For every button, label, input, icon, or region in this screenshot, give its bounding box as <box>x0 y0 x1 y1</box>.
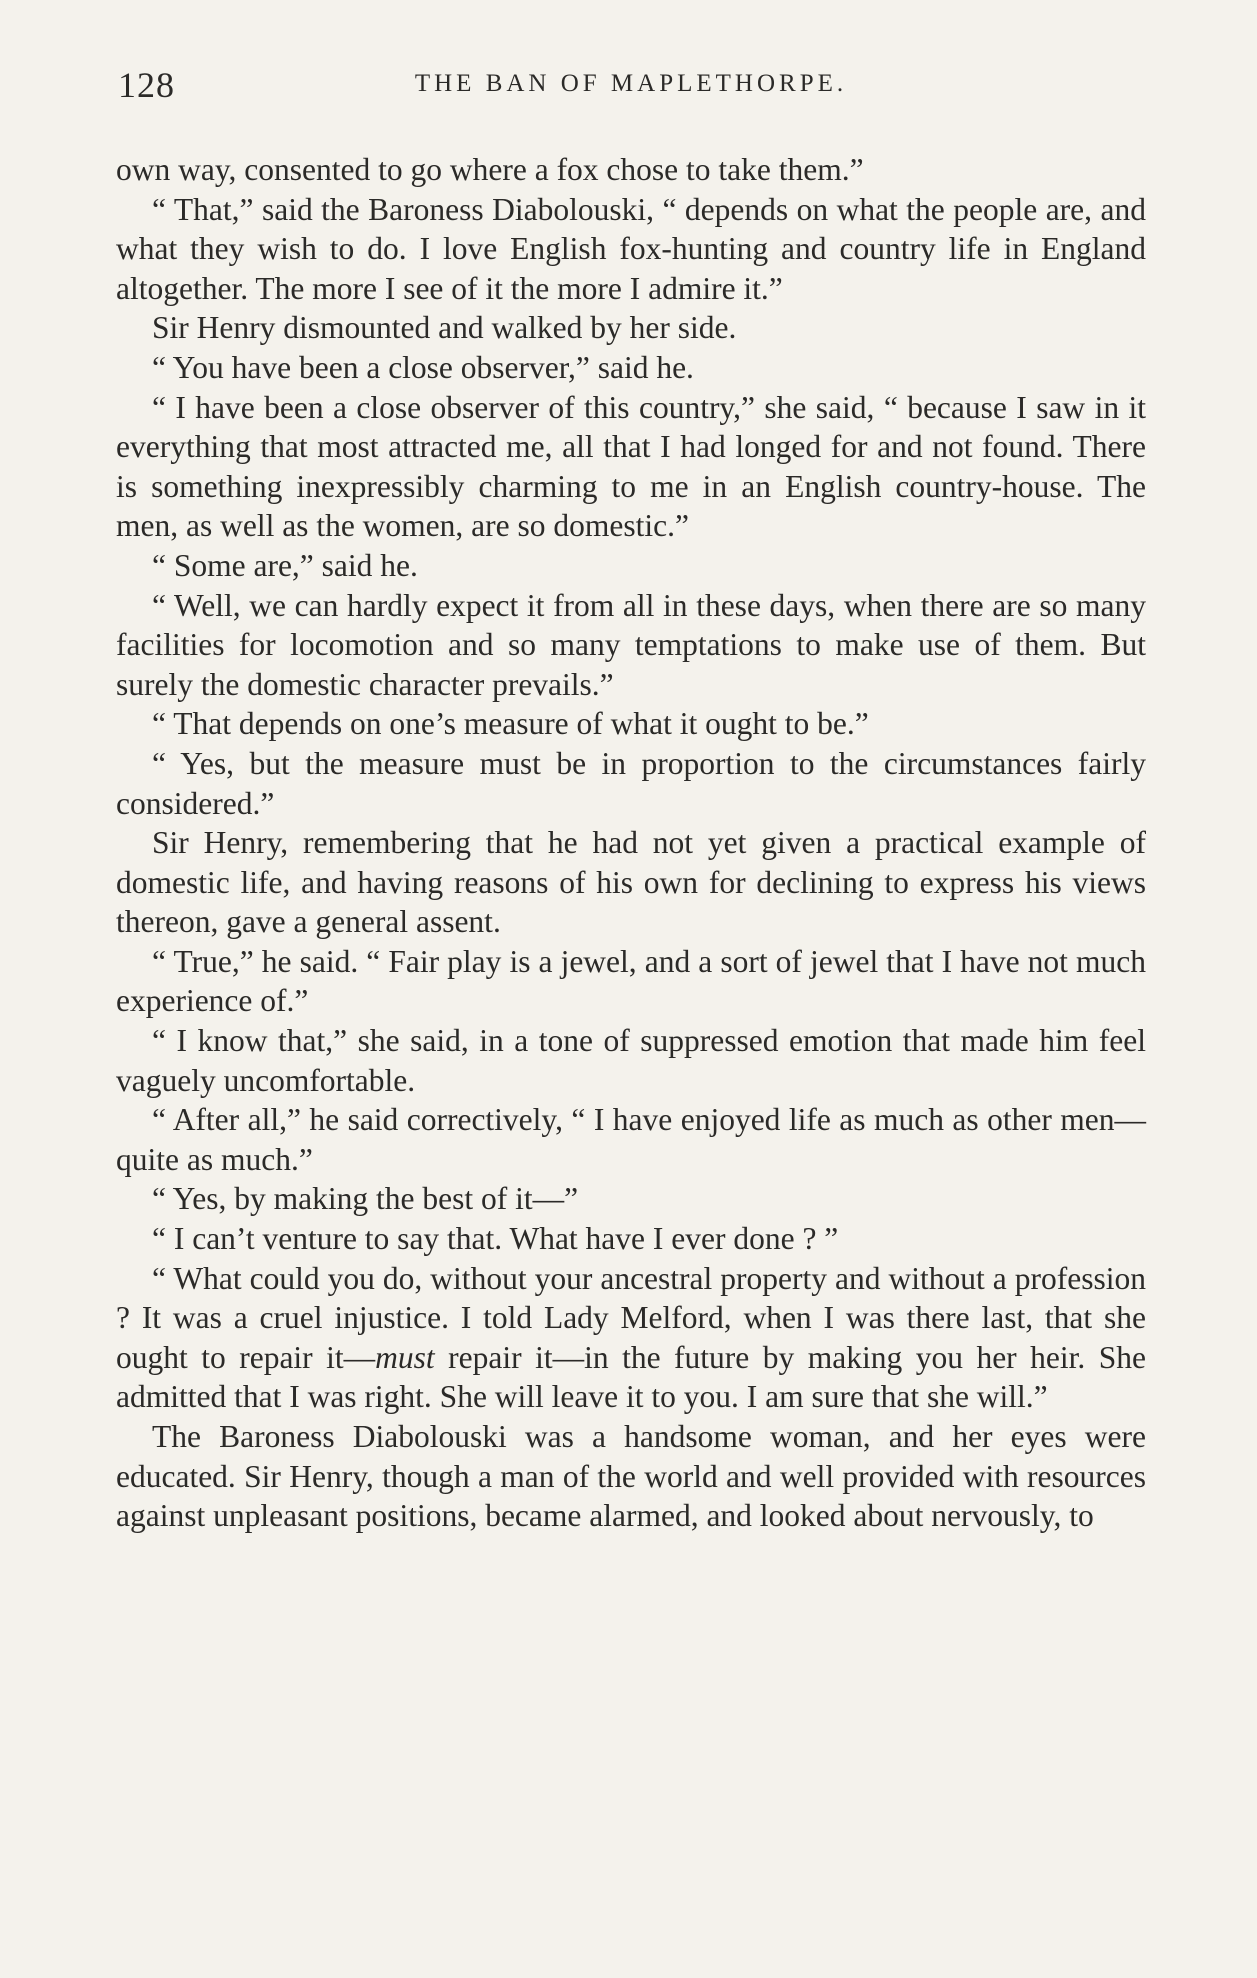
paragraph: “ After all,” he said correctively, “ I have enjoyed life as much as other men—quite as much.” <box>116 1102 1146 1177</box>
text-segment: “ What could you do, without your ancestral property and without a profession ? It was a cruel injustice. I told Lady Melford, when I was there last, that she ought to repair it— <box>116 1260 1146 1375</box>
paragraph: The Baroness Diabolouski was a handsome woman, and her eyes were educated. Sir Henry, though a man of the world and well provided with resources against unpleasant positions, became alarmed, and looked about nervously, to <box>116 1419 1146 1534</box>
paragraph: “ Well, we can hardly expect it from all in these days, when there are so many facilities for locomotion and so many temptations to make use of them. But surely the domestic character prevails.” <box>116 587 1146 702</box>
paragraph: own way, consented to go where a fox chose to take them.” <box>116 152 864 187</box>
page-number: 128 <box>118 65 175 105</box>
page-header <box>116 64 1146 104</box>
paragraph: “ I can’t venture to say that. What have I ever done ? ” <box>152 1221 839 1257</box>
paragraph: “ I have been a close observer of this country,” she said, “ because I saw in it everything that most attracted me, all that I had longed for and not found. There is something inexpressibly charming to me in an English country-house. The men, as well as the women, are so domestic.” <box>116 389 1146 544</box>
paragraph: “ That depends on one’s measure of what it ought to be.” <box>152 706 869 742</box>
paragraph: “ True,” he said. “ Fair play is a jewel, and a sort of jewel that I have not much experience of.” <box>116 943 1146 1019</box>
emphasis-text: must <box>375 1339 435 1375</box>
body-text <box>116 150 1146 1536</box>
book-page <box>116 64 1146 1536</box>
paragraph: “ Yes, by making the best of it—” <box>152 1181 579 1217</box>
paragraph: “ Some are,” said he. <box>152 547 418 583</box>
paragraph: Sir Henry, remembering that he had not yet given a practical example of domestic life, and having reasons of his own for declining to express his views thereon, gave a general assent. <box>116 825 1146 940</box>
paragraph: “ You have been a close observer,” said he. <box>152 349 694 385</box>
paragraph: “ Yes, but the measure must be in proportion to the circumstances fairly considered.” <box>116 745 1146 821</box>
text-segment: repair it—in the future by making you her heir. She admitted that I was right. She will leave it to you. I am sure that she will.” <box>116 1339 1147 1415</box>
paragraph: Sir Henry dismounted and walked by her side. <box>152 310 737 346</box>
paragraph: “ I know that,” she said, in a tone of suppressed emotion that made him feel vaguely uncomfortable. <box>116 1023 1146 1098</box>
paragraph: “ That,” said the Baroness Diabolouski, “ depends on what the people are, and what they wish to do. I love English fox-hunting and country life in England altogether. The more I see of it the more I admire it.” <box>116 191 1146 306</box>
paragraph-with-emphasis <box>116 1259 1146 1417</box>
running-title: THE BAN OF MAPLETHORPE. <box>414 70 848 97</box>
